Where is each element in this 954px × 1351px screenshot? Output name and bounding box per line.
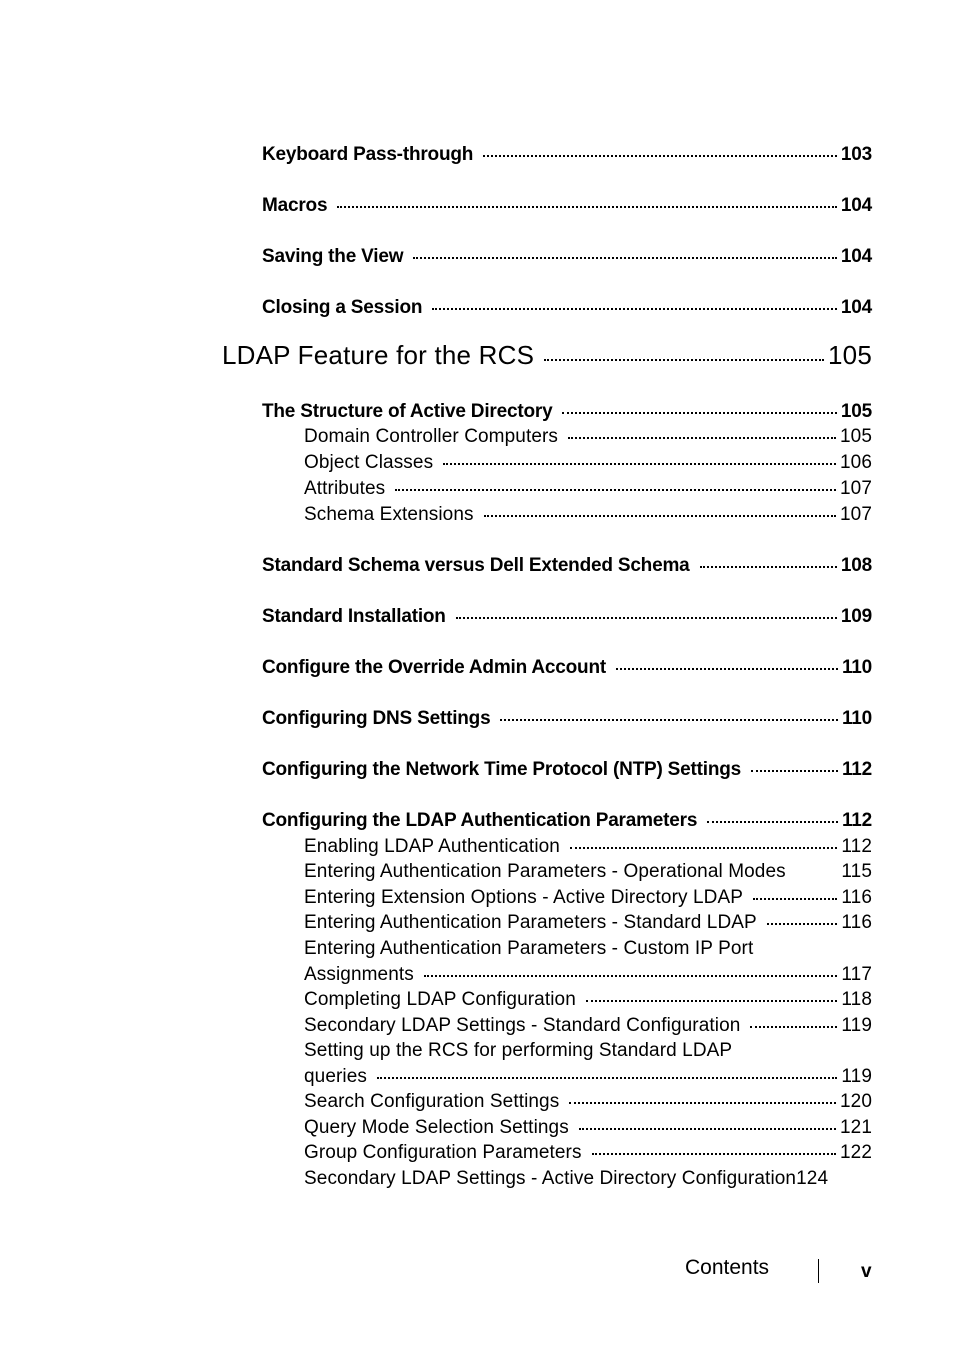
toc-subentry[interactable] [304, 1168, 872, 1190]
toc-subentry[interactable] [304, 912, 872, 934]
toc-subentry-page: 117 [841, 964, 872, 985]
toc-subentry-title-line1[interactable]: Entering Authentication Parameters - Custom IP Port [304, 938, 754, 959]
toc-entry-page: 110 [841, 708, 872, 729]
toc-subentry-page: 112 [841, 836, 872, 857]
toc-entry-title: Configuring the LDAP Authentication Parameters [262, 810, 698, 831]
toc-entry-page: 112 [841, 810, 872, 831]
toc-entry[interactable] [262, 555, 872, 577]
toc-subentry-page: 118 [841, 989, 872, 1010]
toc-subentry-title: Query Mode Selection Settings [304, 1117, 569, 1138]
toc-entry-title: Configuring the Network Time Protocol (NTP) Settings [262, 759, 742, 780]
toc-subentry[interactable] [304, 452, 872, 474]
dot-leader [750, 1026, 837, 1028]
dot-leader [337, 206, 837, 208]
toc-entry-page: 104 [840, 195, 872, 216]
toc-entry-title: Macros [262, 195, 328, 216]
dot-leader [484, 515, 836, 517]
toc-entry[interactable] [262, 708, 872, 730]
toc-subentry-page: 116 [841, 887, 872, 908]
toc-subentry-title-line1[interactable]: Setting up the RCS for performing Standard LDAP [304, 1040, 733, 1061]
dot-leader [483, 155, 837, 157]
toc-subentry-page: 107 [839, 504, 872, 525]
toc-subentry[interactable] [304, 1091, 872, 1113]
toc-subentry-title: Attributes [304, 478, 386, 499]
toc-entry-title: Configure the Override Admin Account [262, 657, 606, 678]
dot-leader [443, 463, 836, 465]
toc-subentry[interactable] [304, 989, 872, 1011]
toc-entry[interactable] [262, 144, 872, 166]
toc-subentry-title: Schema Extensions [304, 504, 474, 525]
dot-leader [500, 719, 837, 721]
toc-entry-page: 104 [840, 297, 872, 318]
toc-subentry-title: Enabling LDAP Authentication [304, 836, 560, 857]
dot-leader [751, 770, 838, 772]
dot-leader [413, 257, 837, 259]
toc-subentry[interactable] [304, 1117, 872, 1139]
toc-subentry-page: 119 [841, 1066, 872, 1087]
toc-chapter-title: LDAP Feature for the RCS [222, 340, 535, 370]
dot-leader [377, 1077, 837, 1079]
toc-entry-page: 104 [840, 246, 872, 267]
toc-subentry[interactable] [304, 504, 872, 526]
dot-leader [767, 923, 838, 925]
toc-subentry-title: Entering Authentication Parameters - Operational Modes [304, 861, 786, 882]
dot-leader [569, 1102, 836, 1104]
toc-chapter-entry[interactable] [222, 340, 872, 371]
toc-subentry-page: 107 [839, 478, 872, 499]
toc-subentry-page: 106 [839, 452, 872, 473]
dot-leader [424, 975, 838, 977]
dot-leader [592, 1153, 836, 1155]
toc-subentry-page: 115 [841, 861, 872, 882]
toc-subentry[interactable] [304, 1142, 872, 1164]
toc-entry-page: 110 [841, 657, 872, 678]
toc-subentry-page: 119 [841, 1015, 872, 1036]
toc-entry-page: 105 [840, 401, 872, 422]
toc-entry[interactable] [262, 401, 872, 423]
toc-subentry[interactable] [304, 426, 872, 448]
toc-subentry-title: Completing LDAP Configuration [304, 989, 576, 1010]
toc-subentry-title: Object Classes [304, 452, 434, 473]
footer-section-label: Contents [685, 1256, 770, 1279]
toc-subentry-title: Secondary LDAP Settings - Standard Configuration [304, 1015, 741, 1036]
dot-leader [790, 872, 838, 874]
toc-entry[interactable] [262, 657, 872, 679]
dot-leader [432, 308, 837, 310]
toc-subentry-title: Secondary LDAP Settings - Active Directory Configuration [304, 1168, 797, 1189]
dot-leader [568, 437, 836, 439]
toc-subentry-title: Entering Extension Options - Active Directory LDAP [304, 887, 744, 908]
toc-subentry[interactable] [304, 1015, 872, 1037]
toc-entry-page: 112 [841, 759, 872, 780]
toc-subentry[interactable] [304, 836, 872, 858]
dot-leader [544, 359, 824, 361]
toc-subentry-title: Entering Authentication Parameters - Standard LDAP [304, 912, 757, 933]
footer-divider [818, 1259, 819, 1283]
toc-subentry-page: 120 [839, 1091, 872, 1112]
toc-entry-title: Standard Schema versus Dell Extended Schema [262, 555, 690, 576]
toc-subentry[interactable] [304, 478, 872, 500]
dot-leader [562, 412, 836, 414]
toc-entry-title: Keyboard Pass-through [262, 144, 474, 165]
toc-entry[interactable] [262, 195, 872, 217]
toc-entry[interactable] [262, 759, 872, 781]
dot-leader [579, 1128, 836, 1130]
toc-subentry-title-line2: Assignments [304, 964, 414, 985]
toc-subentry[interactable] [304, 887, 872, 909]
toc-subentry-page: 122 [839, 1142, 872, 1163]
toc-entry-page: 108 [840, 555, 872, 576]
dot-leader [586, 1000, 838, 1002]
toc-subentry-title-line2: queries [304, 1066, 368, 1087]
toc-subentry-page: 105 [839, 426, 872, 447]
toc-entry-title: Standard Installation [262, 606, 446, 627]
toc-entry-title: Configuring DNS Settings [262, 708, 491, 729]
toc-entry[interactable] [262, 810, 872, 832]
dot-leader [456, 617, 837, 619]
footer-page-number: v [861, 1261, 872, 1282]
dot-leader [707, 821, 838, 823]
toc-subentry-page: 116 [841, 912, 872, 933]
toc-subentry-title: Domain Controller Computers [304, 426, 559, 447]
toc-entry-title: Closing a Session [262, 297, 423, 318]
dot-leader [753, 898, 837, 900]
toc-subentry[interactable] [304, 1066, 872, 1088]
toc-entry-page: 103 [840, 144, 872, 165]
toc-subentry-page: 124 [796, 1168, 829, 1189]
toc-entry[interactable] [262, 246, 872, 268]
toc-subentry-page: 121 [839, 1117, 872, 1138]
toc-subentry[interactable] [304, 964, 872, 986]
dot-leader [570, 847, 837, 849]
toc-entry[interactable] [262, 297, 872, 319]
toc-subentry-title: Group Configuration Parameters [304, 1142, 582, 1163]
dot-leader [700, 566, 837, 568]
dot-leader [395, 489, 836, 491]
toc-entry-page: 109 [840, 606, 872, 627]
toc-entry-title: Saving the View [262, 246, 404, 267]
toc-entry-title: The Structure of Active Directory [262, 401, 553, 422]
toc-chapter-page: 105 [828, 340, 872, 370]
dot-leader [616, 668, 838, 670]
toc-subentry[interactable] [304, 861, 872, 883]
toc-subentry-title: Search Configuration Settings [304, 1091, 560, 1112]
toc-entry[interactable] [262, 606, 872, 628]
